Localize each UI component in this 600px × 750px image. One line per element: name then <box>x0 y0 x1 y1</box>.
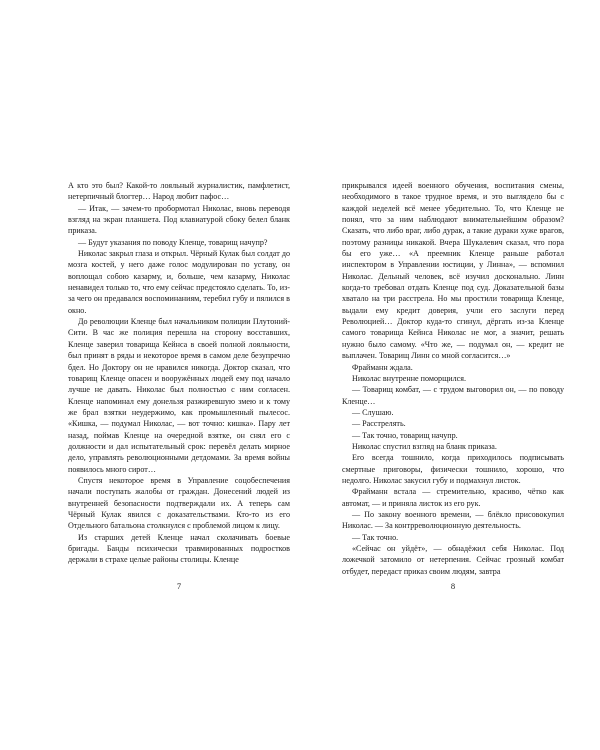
paragraph: Его всегда тошнило, когда приходилось подписывать смертные приговоры, физически тошнило, хорошо, что недолго. Николас закусил губу и подмахнул листок. <box>342 453 564 485</box>
left-page-number: 7 <box>176 581 182 591</box>
paragraph: — Так точно, товарищ начупр. <box>352 430 458 440</box>
paragraph: — Итак, — зачем-то пробормотал Николас, вновь переводя взгляд на экран планшета. Под клавиатурой сбоку белел бланк приказа. <box>68 203 290 236</box>
right-page-number: 8 <box>450 581 456 591</box>
paragraph: А кто это был? Какой-то лояльный журналистик, памфлетист, нетерпичный блогтер… Народ любит пафос… <box>68 181 290 202</box>
paragraph: До революции Кленце был начальником полиции Плутоний-Сити. В час же полиция перешла на сторону восставших, Кленце заверил товарища Кейнса в своей полной лояльности, был принят в ряды и некоторое время в самом деле безупречно бдел. Но Доктору он не нравился никогда. Доктор сказал, что товарищ Кленце опасен и вооружённых людей ему под начало лучше не давать. Николас был полностью с ним согласен. Кленце напоминал ему донельзя разжиревшую змею и к тому же брал взятки неудержимо, как промышленный пылесос. «Кишка, — подумал Николас, — вот точно: кишка». Пару лет назад, поймав Кленце на очередной взятке, он снял его с должности и дал испытательный срок: перевёл делать мирное дело, управлять революционными детдомами. За время войны появилось много сирот… <box>68 317 290 474</box>
paragraph: — По закону военного времени, — блёкло присовокупил Николас. — За контрреволюционную деятельность. <box>342 509 564 531</box>
paragraph: — Товарищ комбат, — с трудом выговорил он, — по поводу Кленце… <box>342 385 564 406</box>
paragraph: Николас внутренне поморщился. <box>352 373 467 383</box>
paragraph: Фрайманн встала — стремительно, красиво, чётко как автомат, — и приняла листок из его рук. <box>342 487 564 508</box>
paragraph: прикрывался идеей военного обучения, воспитания смены, необходимого в такое трудное время, и это выглядело бы с каждой неделей всё менее убедительно. То, что Кленце не понял, что за ним наблюдают внимательнейшим образом? Сказать, что либо враг, либо дурак, а такие дураки хуже врагов, поэтому разницы никакой. Вчера Шукалевич сказал, что пора бы его уже… «А преемник Кленце раньше работал инспектором в Управлении юстиции, у Линна», — вспомнил Николас. Дельный человек, всё изучил досконально. Линн когда-то требовал отдать Кленце под суд. Доказательной базы хватало на три расстрела. Но мы простили товарища Кленце, выдали ему кредит доверия, учли его заслуги перед Революцией… Доктор куда-то сгинул, дёргать из-за Кленце самого товарища Кейнса Николас не мог, а значит, решать нужно было самому. «Что же, — подумал он, — кредит не выплачен. Товарищ Линн со мной согласится…» <box>342 181 564 361</box>
paragraph: Из старших детей Кленце начал сколачивать боевые бригады. Банды психически травмированных подростков держали в страхе целые районы столицы. Кленце <box>68 532 290 565</box>
paragraph: Фрайманн ждала. <box>352 362 413 372</box>
paragraph: — Будут указания по поводу Кленце, товарищ начупр? <box>78 237 268 247</box>
paragraph: Спустя некоторое время в Управление соцобеспечения начали поступать жалобы от граждан. Донесений людей из внутренней безопасности подтверждали их. А теперь сам Чёрный Кулак явился с доказательствами. Кто-то из его Отдельного батальона столкнулся с проблемой лицом к лицу. <box>68 475 290 531</box>
paragraph: Николас закрыл глаза и открыл. Чёрный Кулак был солдат до мозга костей, у него даже голос модулирован по уставу, он воплощал собою казарму, и, больше, чем казарму, Николас ненавидел только то, что ему сейчас предстояло сделать. То, из-за чего он предавался воспоминаниям, теребил губу и пялился в окно. <box>68 249 290 315</box>
paragraph: — Так точно. <box>352 532 399 542</box>
left-page-text <box>68 180 290 566</box>
paragraph: Николас спустил взгляд на бланк приказа. <box>352 441 497 451</box>
paragraph: «Сейчас он уйдёт», — обнадёжил себя Николас. Под ложечкой затомило от нетерпения. Сейчас грозный комбат отбудет, передаст приказ своим людям, завтра <box>342 544 564 576</box>
right-page-text <box>342 180 564 577</box>
paragraph: — Расстрелять. <box>352 419 406 429</box>
paragraph: — Слушаю. <box>352 407 394 417</box>
